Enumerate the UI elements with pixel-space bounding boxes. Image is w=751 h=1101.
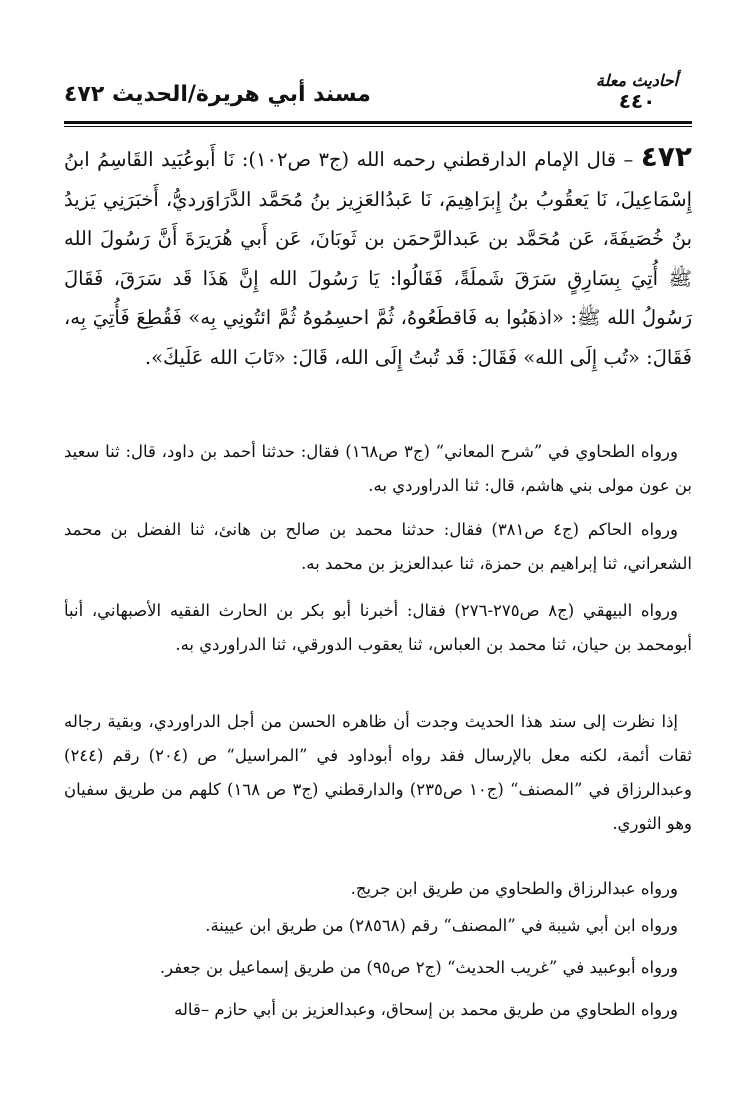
page-number: ٤٤٠ <box>618 89 656 113</box>
book-title: أحاديث معلة <box>595 71 679 90</box>
takhrij-paragraph: ورواه الطحاوي من طريق محمد بن إسحاق، وعبدالعزيز بن أبي حازم –قاله <box>174 1000 678 1019</box>
hadith-number: ٤٧٢ <box>640 140 692 173</box>
header-rule-thick <box>64 121 692 124</box>
takhrij-paragraph: ورواه الطحاوي في ”شرح المعاني“ (ج٣ ص١٦٨) فقال: حدثنا أحمد بن داود، قال: ثنا سعيد بن عون مولى بني هاشم، قال: ثنا الدراوردي به. <box>64 442 692 495</box>
running-title: مسند أبي هريرة/الحديث ٤٧٢ <box>64 82 371 107</box>
hadith-dash: – <box>623 148 634 171</box>
takhrij-paragraph: ورواه عبدالرزاق والطحاوي من طريق ابن جريج. <box>350 879 678 898</box>
analysis-paragraph: إذا نظرت إلى سند هذا الحديث وجدت أن ظاهره الحسن من أجل الدراوردي، وبقية رجاله ثقات أئمة، لكنه معل بالإرسال فقد رواه أبوداود في ”المراسيل“ ص (٢٠٤) رقم (٢٤٤) وعبدالرزاق في ”المصنف“ (ج١٠ ص٢٣٥) والدارقطني (ج٣ ص ١٦٨) كلهم من طريق سفيان وهو الثوري. <box>64 712 693 833</box>
takhrij-paragraph: ورواه البيهقي (ج٨ ص٢٧٥-٢٧٦) فقال: أخبرنا أبو بكر بن الحارث الفقيه الأصبهاني، أنبأ أبومحمد بن حيان، ثنا محمد بن العباس، ثنا يعقوب الدورقي، ثنا الدراوردي به. <box>64 601 692 654</box>
hadith-text-block <box>64 140 692 377</box>
header-rule-thin <box>64 126 692 127</box>
hadith-text: قال الإمام الدارقطني رحمه الله (ج٣ ص١٠٢): نَا أَبوعُبَيد القَاسِمُ ابنُ إِسْمَاعِيلَ، نَا يَعقُوبُ بنُ إِبرَاهِيمَ، نَا عَبدُالعَزِيز بنُ مُحَمَّد الدَّرَاوَرديُّ، أَخبَرَنِي يَزيدُ بنُ خُصَيفَةَ، عَن مُحَمَّد بن عَبدالرَّحمَن بن ثَوبَانَ، عَن أَبي هُرَيرَةَ أَنَّ رَسُولَ الله ﷺ أُتِيَ بِسَارِقٍ سَرَقَ شَملَةً، فَقَالُوا: يَا رَسُولَ الله إِنَّ هَذَا قَد سَرَقَ، فَقَالَ رَسُولُ الله ﷺ: «اذهَبُوا به فَاقطَعُوهُ، ثُمَّ احسِمُوهُ ثُمَّ ائتُونِي بِه» فَقُطِعَ فَأُتِيَ بِه، فَقَالَ: «تُب إِلَى الله» فَقَالَ: قَد تُبتُ إِلَى الله، قَالَ: «تَابَ الله عَلَيكَ». <box>64 148 692 369</box>
header-book-info <box>582 72 692 112</box>
takhrij-paragraph: ورواه ابن أبي شيبة في ”المصنف“ رقم (٢٨٥٦٨) من طريق ابن عيينة. <box>205 916 678 935</box>
takhrij-paragraph: ورواه الحاكم (ج٤ ص٣٨١) فقال: حدثنا محمد بن صالح بن هانئ، ثنا الفضل بن محمد الشعراني، ثنا إبراهيم بن حمزة، ثنا عبدالعزيز بن محمد به. <box>64 520 692 573</box>
page-header <box>64 72 692 120</box>
takhrij-paragraph: ورواه أبوعبيد في ”غريب الحديث“ (ج٢ ص٩٥) من طريق إسماعيل بن جعفر. <box>159 958 678 977</box>
